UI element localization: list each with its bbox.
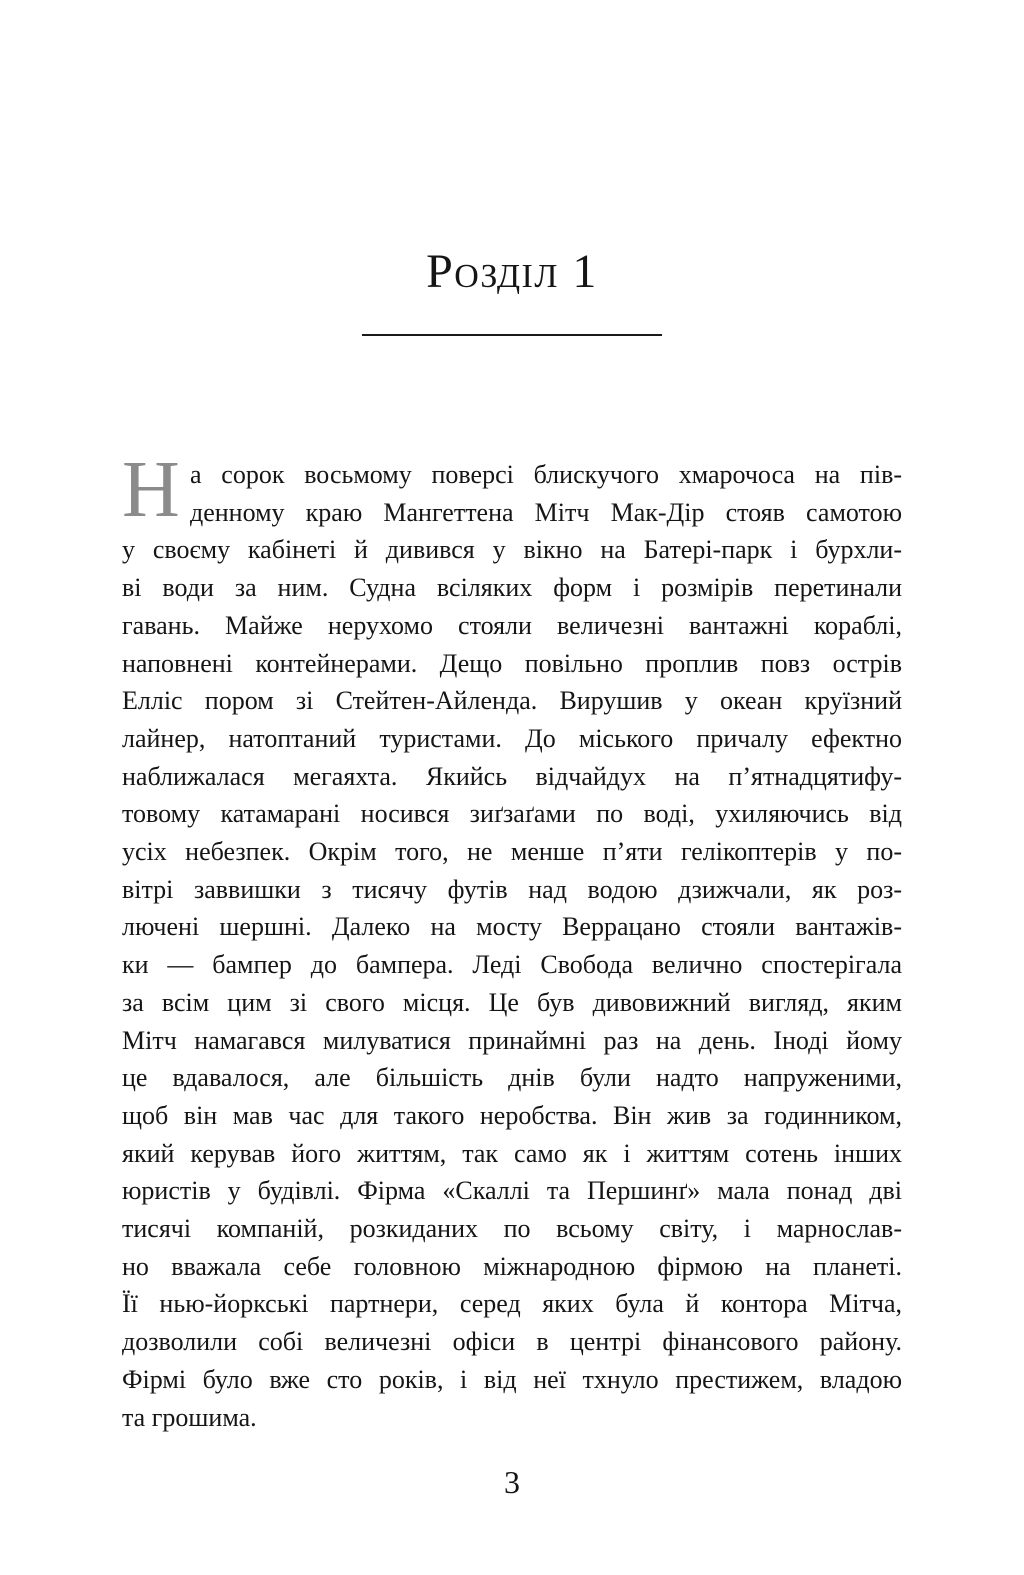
text-line: но вважала себе головною міжнародною фірмою на планеті.: [122, 1251, 902, 1281]
body-text-block: [122, 446, 902, 1436]
text-line: а сорок восьмому поверсі блискучого хмарочоса на пів-: [190, 460, 902, 489]
text-line: вітрі заввишки з тисячу футів над водою дзижчали, як роз-: [122, 874, 902, 904]
text-line: усіх небезпек. Окрім того, не менше п’яти гелікоптерів у по-: [122, 837, 902, 867]
text-line: лючені шершні. Далеко на мосту Веррацано стояли вантажів-: [122, 912, 902, 942]
text-line: та грошима.: [122, 1402, 257, 1432]
text-line: це вдавалося, але більшість днів були надто напруженими,: [122, 1063, 902, 1093]
text-line: який керував його життям, так само як і життям сотень інших: [122, 1138, 902, 1168]
text-line: дозволили собі величезні офіси в центрі фінансового району.: [122, 1327, 902, 1357]
text-line: Її нью-йоркські партнери, серед яких була й контора Мітча,: [122, 1289, 902, 1319]
text-line: лайнер, натоптаний туристами. До міського причалу ефектно: [122, 723, 902, 753]
text-line: ві води за ним. Судна всіляких форм і розмірів перетинали: [122, 573, 902, 603]
heading-divider-rule: [362, 334, 662, 336]
page-number: 3: [504, 1464, 520, 1500]
text-line: Елліс пором зі Стейтен-Айленда. Вирушив у океан круїзний: [122, 686, 902, 716]
text-line: наближалася мегаяхта. Якийсь відчайдух на п’ятнадцятифу-: [122, 761, 902, 791]
text-line: гавань. Майже нерухомо стояли величезні вантажні кораблі,: [122, 610, 902, 640]
text-line: тисячі компаній, розкиданих по всьому світу, і марнослав-: [122, 1214, 902, 1244]
paragraph: [122, 456, 902, 1436]
drop-cap-letter: Н: [122, 446, 180, 534]
text-line: у своєму кабінеті й дивився у вікно на Батері-парк і бурхли-: [122, 535, 902, 565]
text-line: товому катамарані носився зиґзаґами по воді, ухиляючись від: [122, 799, 902, 829]
text-line: за всім цим зі свого місця. Це був дивовижний вигляд, яким: [122, 987, 902, 1017]
text-line: денному краю Мангеттена Мітч Мак-Дір стояв самотою: [190, 497, 902, 527]
text-line: ки — бампер до бампера. Леді Свобода велично спостерігала: [122, 950, 902, 980]
text-line: юристів у будівлі. Фірма «Скаллі та Першинґ» мала понад дві: [122, 1176, 902, 1206]
chapter-heading: Розділ 1: [426, 245, 598, 298]
text-line: щоб він мав час для такого неробства. Він жив за годинником,: [122, 1100, 902, 1130]
text-line: наповнені контейнерами. Дещо повільно проплив повз острів: [122, 648, 902, 678]
text-line: Фірмі було вже сто років, і від неї тхнуло престижем, владою: [122, 1364, 902, 1394]
text-line: Мітч намагався милуватися принаймні раз на день. Іноді йому: [122, 1025, 902, 1055]
